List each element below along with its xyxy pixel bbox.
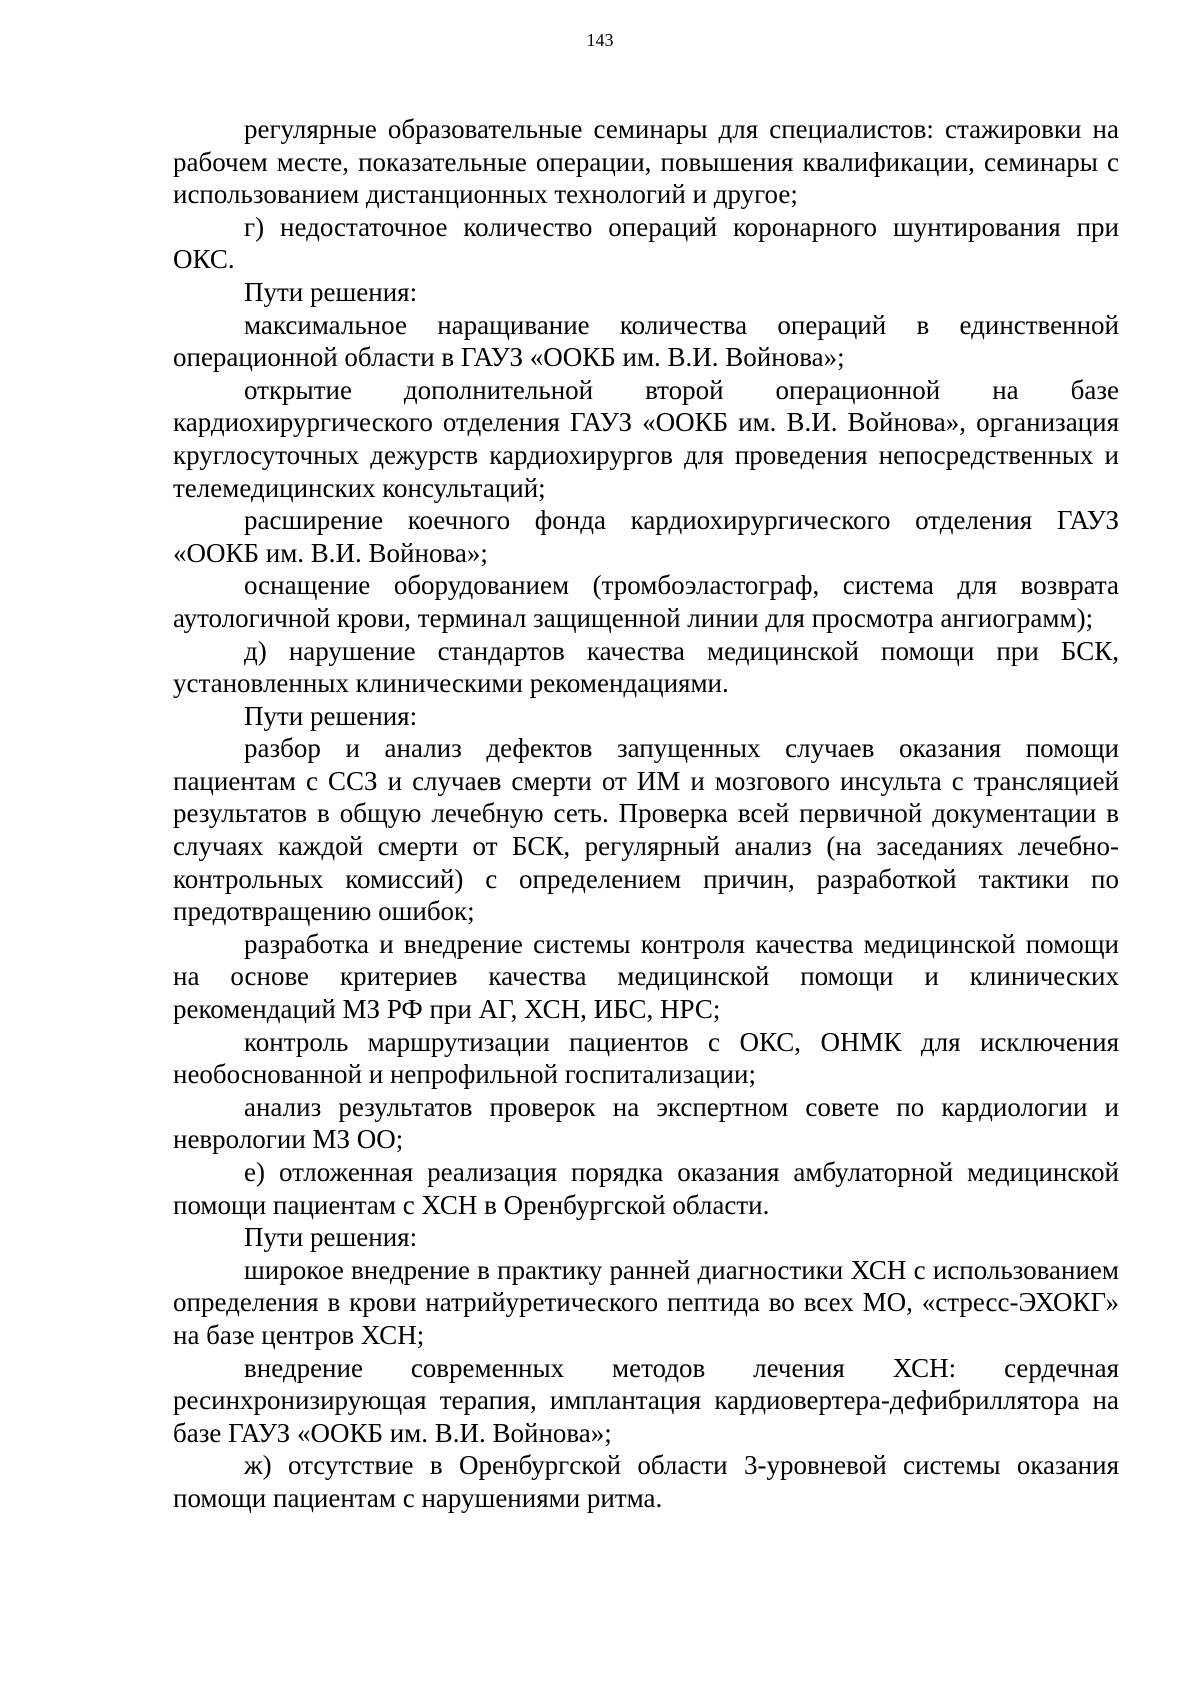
paragraph-defect-analysis: разбор и анализ дефектов запущенных случаев оказания помощи пациентам с ССЗ и случаев смерти от ИМ и мозгового инсульта с трансляцией результатов в общую лечебную сеть. Проверка всей первичной документации в случаях каждой смерти от БСК, регулярный анализ (на заседаниях лечебно-контрольных комиссий) с определением причин, разработкой тактики по предотвращению ошибок; xyxy=(173,733,1119,927)
paragraph-quality-control: разработка и внедрение системы контроля качества медицинской помощи на основе критериев качества медицинской помощи и клинических рекомендаций МЗ РФ при АГ, ХСН, ИБС, НРС; xyxy=(173,928,1119,1025)
paragraph-solutions-heading-1: Пути решения: xyxy=(244,276,418,307)
paragraph-item-d: д) нарушение стандартов качества медицинской помощи при БСК, установленных клиническими рекомендациями. xyxy=(173,635,1119,699)
paragraph-item-e: е) отложенная реализация порядка оказания амбулаторной медицинской помощи пациентам с ХСН в Оренбургской области. xyxy=(173,1157,1119,1220)
paragraph-max-operations: максимальное наращивание количества операций в единственной операционной области в ГАУЗ «ООКБ им. В.И. Войнова»; xyxy=(173,309,1119,373)
paragraph-item-zh: ж) отсутствие в Оренбургской области 3-уровневой системы оказания помощи пациентам с нарушениями ритма. xyxy=(173,1450,1119,1513)
paragraph-solutions-heading-3: Пути решения: xyxy=(244,1222,418,1253)
paragraph-second-operating-room: открытие дополнительной второй операционной на базе кардиохирургического отделения ГАУЗ «ООКБ им. В.И. Войнова», организация круглосуточных дежурств кардиохирургов для проведения непосредственных и телемедицинских консультаций; xyxy=(173,374,1119,503)
paragraph-bed-fund: расширение коечного фонда кардиохирургического отделения ГАУЗ «ООКБ им. В.И. Войнова»; xyxy=(173,505,1119,568)
paragraph-expert-council: анализ результатов проверок на экспертном совете по кардиологии и неврологии МЗ ОО; xyxy=(173,1091,1119,1155)
paragraph-seminars: регулярные образовательные семинары для специалистов: стажировки на рабочем месте, показательные операции, повышения квалификации, семинары с использованием дистанционных технологий и другое; xyxy=(173,114,1119,210)
paragraph-routing-control: контроль маршрутизации пациентов с ОКС, ОНМК для исключения необоснованной и непрофильной госпитализации; xyxy=(173,1026,1119,1090)
paragraph-item-g: г) недостаточное количество операций коронарного шунтирования при ОКС. xyxy=(173,211,1119,275)
document-body xyxy=(173,113,1119,1515)
paragraph-equipment: оснащение оборудованием (тромбоэластограф, система для возврата аутологичной крови, терминал защищенной линии для просмотра ангиограмм); xyxy=(173,570,1119,633)
paragraph-modern-treatment: внедрение современных методов лечения ХСН: сердечная ресинхронизирующая терапия, имплантация кардиовертера-дефибриллятора на базе ГАУЗ «ООКБ им. В.И. Войнова»; xyxy=(173,1352,1119,1448)
paragraph-solutions-heading-2: Пути решения: xyxy=(244,700,418,731)
paragraph-early-diagnostics: широкое внедрение в практику ранней диагностики ХСН с использованием определения в крови натрийуретического пептида во всех МО, «стресс-ЭХОКГ» на базе центров ХСН; xyxy=(173,1254,1119,1350)
page-number: 143 xyxy=(586,30,614,50)
